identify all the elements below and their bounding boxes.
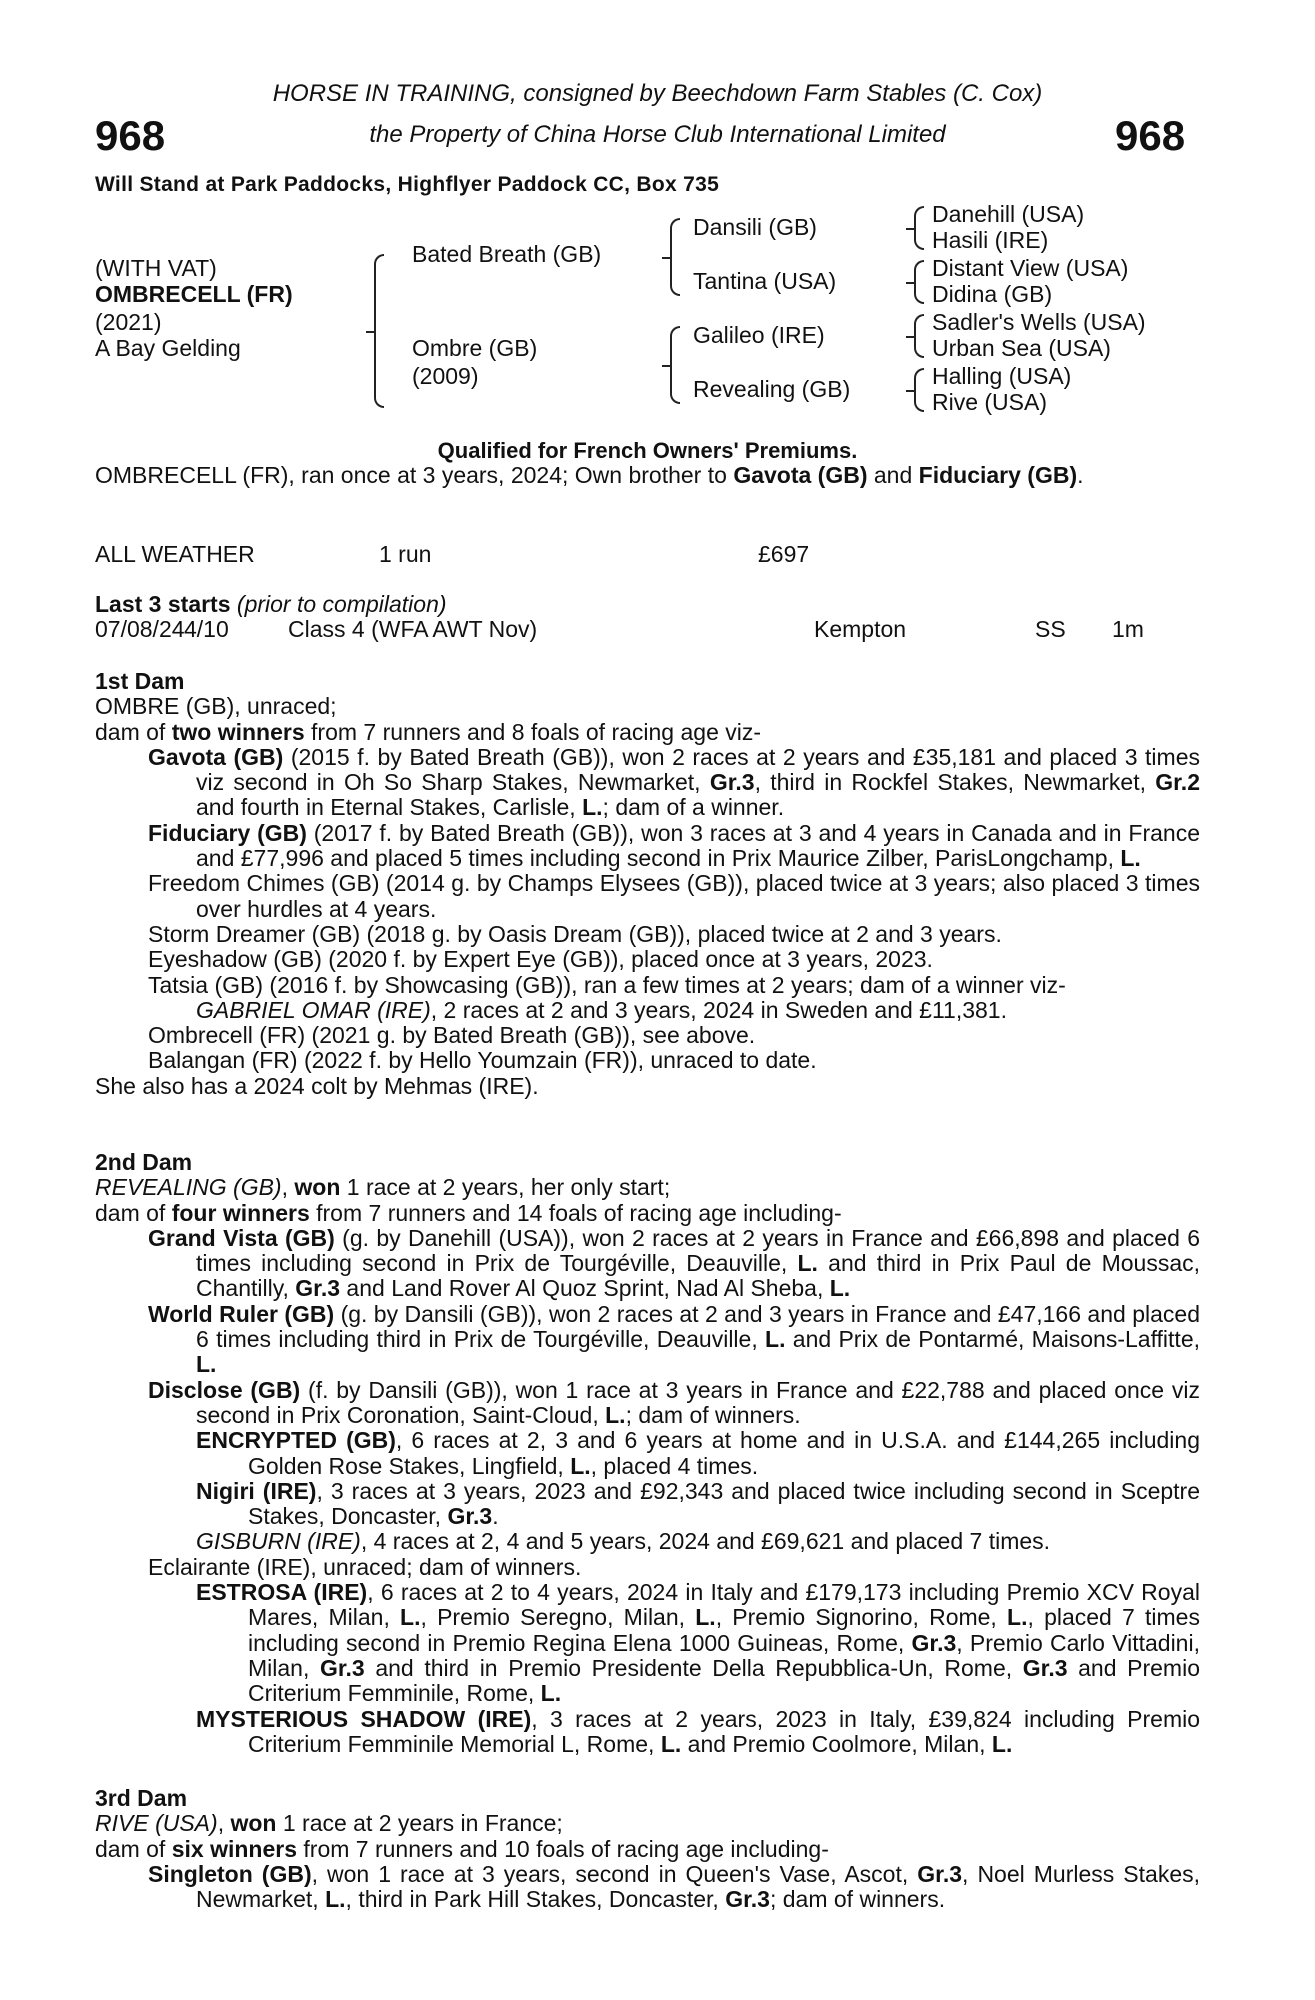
bold-text: L. [991, 1730, 1013, 1757]
bold-text: Nigiri (IRE) [196, 1477, 317, 1504]
bold-text: Gr.2 [1155, 769, 1200, 796]
bold-text: Gr.3 [911, 1629, 957, 1656]
text-run: , 6 races at 2 to 4 years, 2024 in Italy and £179,173 including Premio XCV Royal Mares, Milan, [248, 1579, 1200, 1631]
bold-text: Fiduciary (GB) [148, 819, 307, 846]
consignor-line: HORSE IN TRAINING, consigned by Beechdown Farm Stables (C. Cox) [272, 80, 1043, 107]
bold-text: L. [325, 1886, 346, 1913]
text-run: and Land Rover Al Quoz Sprint, Nad Al Sheba, [340, 1275, 830, 1302]
summary-section [95, 438, 1200, 489]
bold-text: L. [196, 1351, 217, 1378]
bold-text: Gavota (GB) [733, 462, 868, 489]
text-run: Ombrecell (FR) (2021 g. by Bated Breath (GB)), see above. [148, 1022, 756, 1049]
pedigree-brace [914, 314, 924, 358]
pedigree-gen3: Urban Sea (USA) [932, 335, 1111, 361]
bold-text: L. [1007, 1604, 1028, 1631]
bold-text: L. [797, 1250, 818, 1277]
horse-year: (2021) [95, 309, 162, 335]
text-run: , placed 4 times. [590, 1452, 759, 1479]
text-run: , Premio Signorino, Rome, [715, 1604, 1008, 1631]
text-run: . [492, 1503, 499, 1530]
text-run: Eyeshadow (GB) (2020 f. by Expert Eye (GB)), placed once at 3 years, 2023. [148, 946, 933, 973]
dam-paragraph [95, 694, 1200, 719]
bold-text: four winners [171, 1199, 310, 1226]
pedigree-gen2: Galileo (IRE) [693, 322, 825, 348]
text-run: from 7 runners and 8 foals of racing age viz- [304, 718, 762, 745]
last-starts [95, 592, 1200, 643]
text-run: and Premio Criterium Femminile, Rome, [248, 1654, 1200, 1707]
bold-text: L. [400, 1604, 421, 1631]
last-starts-note: (prior to compilation) [236, 591, 447, 617]
italic-text: REVEALING (GB) [95, 1174, 282, 1201]
text-run: 1 race at 2 years, her only start; [340, 1174, 671, 1201]
text-run: dam of [95, 718, 172, 745]
text-run: , third in Rockfel Stakes, Newmarket, [754, 769, 1156, 796]
start-going: SS [1035, 616, 1066, 643]
text-run: She also has a 2024 colt by Mehmas (IRE). [95, 1072, 539, 1099]
text-run: and [867, 462, 919, 489]
pedigree-brace [374, 254, 384, 408]
produce-entry [95, 947, 1200, 972]
bold-text: World Ruler (GB) [148, 1300, 335, 1327]
bold-text: Gr.3 [319, 1654, 365, 1681]
bold-text: six winners [171, 1835, 297, 1862]
produce-entry [95, 1555, 1200, 1580]
pedigree-dam-year: (2009) [412, 363, 479, 389]
bold-text: Gr.3 [917, 1860, 963, 1887]
pedigree-gen3: Halling (USA) [932, 363, 1072, 389]
produce-entry [95, 1378, 1200, 1429]
dam-paragraph [95, 1074, 1200, 1099]
bold-text: Gr.3 [709, 769, 755, 796]
start-date: 07/08/24 [95, 616, 185, 643]
text-run: and Premio Coolmore, Milan, [681, 1730, 992, 1757]
lot-number-right: 968 [1115, 112, 1186, 159]
dam-paragraph [95, 720, 1200, 745]
bold-text: Gr.3 [295, 1275, 341, 1302]
text-run: and third in Prix Paul de Moussac, Chantilly, [196, 1250, 1200, 1302]
section-title: 1st Dam [95, 668, 185, 694]
sub-produce-entry [95, 1580, 1200, 1706]
text-run: , Premio Carlo Vittadini, Milan, [248, 1629, 1200, 1681]
dam-paragraph [95, 1811, 1200, 1836]
produce-entry [95, 1862, 1200, 1913]
bold-text: Grand Vista (GB) [148, 1224, 335, 1251]
dam-paragraph [95, 1201, 1200, 1226]
start-distance: 1m [1112, 616, 1144, 643]
text-run: (2015 f. by Bated Breath (GB)), won 2 races at 2 years and £35,181 and placed 3 times viz second in Oh So Sharp Stakes, Newmarket, [196, 743, 1200, 796]
sub-produce-entry [95, 1529, 1200, 1554]
bold-text: L. [695, 1604, 716, 1631]
text-run: OMBRECELL (FR), ran once at 3 years, 2024; Own brother to [95, 462, 734, 489]
sub-produce-entry [95, 1428, 1200, 1479]
vat-note: (WITH VAT) [95, 255, 217, 281]
third-dam-section [95, 1786, 1200, 1912]
bold-text: won [230, 1810, 277, 1837]
produce-entry [95, 1023, 1200, 1048]
text-run: Freedom Chimes (GB) (2014 g. by Champs Elysees (GB)), placed twice at 3 years; also placed 3 times over hurdles at 4 years. [148, 870, 1200, 922]
record-surface: ALL WEATHER [95, 541, 255, 567]
summary-paragraph [95, 463, 1200, 488]
text-run: , [217, 1810, 231, 1837]
pedigree-dam: Ombre (GB) [412, 335, 538, 361]
text-run: and Prix de Pontarmé, Maisons-Laffitte, [785, 1326, 1201, 1353]
produce-entry [95, 1048, 1200, 1073]
bold-text: Gr.3 [725, 1886, 770, 1913]
racing-record [95, 542, 1200, 568]
text-run: dam of [95, 1199, 172, 1226]
start-row [95, 617, 1200, 643]
bold-text: Gavota (GB) [148, 743, 284, 770]
text-run: 1 race at 2 years in France; [276, 1810, 563, 1837]
bold-text: ENCRYPTED (GB) [196, 1427, 396, 1454]
bold-text: Gr.3 [447, 1503, 493, 1530]
start-position: 4/10 [184, 616, 229, 643]
pedigree-brace [914, 368, 924, 412]
pedigree-gen3: Distant View (USA) [932, 255, 1129, 281]
pedigree-brace [914, 206, 924, 250]
text-run: , 3 races at 3 years, 2023 and £92,343 and placed twice including second in Sceptre Stakes, Doncaster, [248, 1477, 1200, 1530]
pedigree-sire: Bated Breath (GB) [412, 241, 602, 267]
owner-line: the Property of China Horse Club International Limited [369, 121, 946, 148]
bold-text: two winners [171, 718, 305, 745]
section-title: 2nd Dam [95, 1149, 193, 1175]
bold-text: Singleton (GB) [148, 1860, 312, 1887]
text-run: ; dam of winners. [769, 1886, 946, 1913]
last-starts-title: Last 3 starts [95, 591, 231, 617]
bold-text: Gr.3 [1022, 1654, 1068, 1681]
bold-text: Fiduciary (GB) [918, 462, 1078, 489]
text-run: , third in Park Hill Stakes, Doncaster, [345, 1886, 726, 1913]
produce-entry [95, 922, 1200, 947]
pedigree-gen2: Dansili (GB) [693, 214, 817, 240]
text-run: Storm Dreamer (GB) (2018 g. by Oasis Dream (GB)), placed twice at 2 and 3 years. [148, 920, 1002, 947]
text-run: and fourth in Eternal Stakes, Carlisle, [196, 794, 583, 821]
text-run: Balangan (FR) (2022 f. by Hello Youmzain (FR)), unraced to date. [148, 1047, 817, 1074]
horse-description: A Bay Gelding [95, 335, 241, 361]
bold-text: won [294, 1174, 341, 1201]
italic-text: GISBURN (IRE) [196, 1528, 361, 1555]
bold-text: L. [765, 1326, 786, 1353]
text-run: (f. by Dansili (GB)), won 1 race at 3 years in France and £22,788 and placed once viz second in Prix Coronation, Saint-Cloud, [196, 1376, 1200, 1428]
pedigree-brace [670, 218, 680, 296]
text-run: Eclairante (IRE), unraced; dam of winners. [148, 1553, 582, 1580]
text-run: (g. by Dansili (GB)), won 2 races at 2 and 3 years in France and £47,166 and placed 6 times including third in Prix de Tourgéville, Deauville, [196, 1300, 1200, 1353]
start-race: Class 4 (WFA AWT Nov) [288, 616, 538, 643]
sub-produce-entry [95, 1707, 1200, 1758]
text-run: . [1077, 462, 1084, 489]
text-run: , placed 7 times including second in Premio Regina Elena 1000 Guineas, Rome, [248, 1604, 1200, 1656]
record-runs: 1 run [379, 541, 432, 567]
pedigree-gen2: Revealing (GB) [693, 376, 851, 402]
second-dam-section [95, 1150, 1200, 1757]
produce-entry [95, 871, 1200, 922]
record-earnings: £697 [758, 541, 810, 567]
text-run: OMBRE (GB), unraced; [95, 693, 337, 720]
text-run: , [281, 1174, 295, 1201]
text-run: , 2 races at 2 and 3 years, 2024 in Sweden and £11,381. [430, 996, 1007, 1023]
stand-location: Will Stand at Park Paddocks, Highflyer Paddock CC, Box 735 [95, 173, 720, 196]
pedigree-gen3: Danehill (USA) [932, 201, 1085, 227]
bold-text: L. [660, 1730, 682, 1757]
pedigree-brace [914, 260, 924, 304]
bold-text: L. [582, 794, 603, 821]
sub-produce-entry [95, 1479, 1200, 1530]
pedigree-gen2: Tantina (USA) [693, 268, 837, 294]
dam-paragraph [95, 1175, 1200, 1200]
produce-entry [95, 745, 1200, 821]
text-run: ; dam of a winner. [602, 794, 785, 821]
produce-entry [95, 1226, 1200, 1302]
italic-text: GABRIEL OMAR (IRE) [196, 996, 431, 1023]
bold-text: L. [570, 1452, 591, 1479]
text-run: from 7 runners and 14 foals of racing age including- [309, 1199, 842, 1226]
text-run: dam of [95, 1835, 172, 1862]
produce-entry [95, 973, 1200, 998]
text-run: (2017 f. by Bated Breath (GB)), won 3 races at 3 and 4 years in Canada and in France and £77,996 and placed 5 times including second in Prix Maurice Zilber, ParisLongchamp, [196, 819, 1200, 872]
bold-text: L. [605, 1401, 626, 1428]
text-run: , Noel Murless Stakes, Newmarket, [196, 1860, 1200, 1913]
text-run: , 4 races at 2, 4 and 5 years, 2024 and £69,621 and placed 7 times. [360, 1528, 1051, 1555]
italic-text: RIVE (USA) [95, 1810, 218, 1837]
section-title: 3rd Dam [95, 1785, 188, 1811]
pedigree-gen3: Didina (GB) [932, 281, 1053, 307]
pedigree-brace [670, 326, 680, 404]
produce-entry [95, 821, 1200, 872]
pedigree-gen3: Rive (USA) [932, 389, 1048, 415]
text-run: , 3 races at 2 years, 2023 in Italy, £39,824 including Premio Criterium Femminile Memorial L, Rome, [248, 1705, 1201, 1757]
bold-text: MYSTERIOUS SHADOW (IRE) [196, 1705, 532, 1732]
text-run: , Premio Seregno, Milan, [420, 1604, 696, 1631]
bold-text: L. [540, 1680, 562, 1707]
pedigree-gen3: Hasili (IRE) [932, 227, 1049, 253]
bold-text: L. [829, 1275, 851, 1302]
dam-paragraph [95, 1837, 1200, 1862]
produce-entry [95, 1302, 1200, 1378]
first-dam-section [95, 669, 1200, 1099]
pedigree-gen3: Sadler's Wells (USA) [932, 309, 1146, 335]
sub-produce-entry [95, 998, 1200, 1023]
text-run: , won 1 race at 3 years, second in Queen's Vase, Ascot, [311, 1860, 918, 1887]
qualification-note: Qualified for French Owners' Premiums. [437, 438, 858, 463]
text-run: from 7 runners and 10 foals of racing age including- [297, 1835, 829, 1862]
bold-text: L. [1120, 845, 1141, 872]
text-run: and third in Premio Presidente Della Repubblica-Un, Rome, [364, 1654, 1023, 1681]
lot-number-left: 968 [95, 112, 166, 159]
text-run: (g. by Danehill (USA)), won 2 races at 2 years in France and £66,898 and placed 6 times including second in Prix de Tourgéville, Deauville, [196, 1224, 1200, 1277]
bold-text: Disclose (GB) [148, 1376, 301, 1403]
start-course: Kempton [814, 616, 907, 643]
text-run: , 6 races at 2, 3 and 6 years at home and in U.S.A. and £144,265 including Golden Rose Stakes, Lingfield, [248, 1427, 1200, 1479]
horse-name: OMBRECELL (FR) [95, 281, 293, 307]
bold-text: ESTROSA (IRE) [196, 1579, 368, 1606]
text-run: ; dam of winners. [625, 1401, 801, 1428]
text-run: Tatsia (GB) (2016 f. by Showcasing (GB)), ran a few times at 2 years; dam of a winner viz- [148, 971, 1066, 998]
